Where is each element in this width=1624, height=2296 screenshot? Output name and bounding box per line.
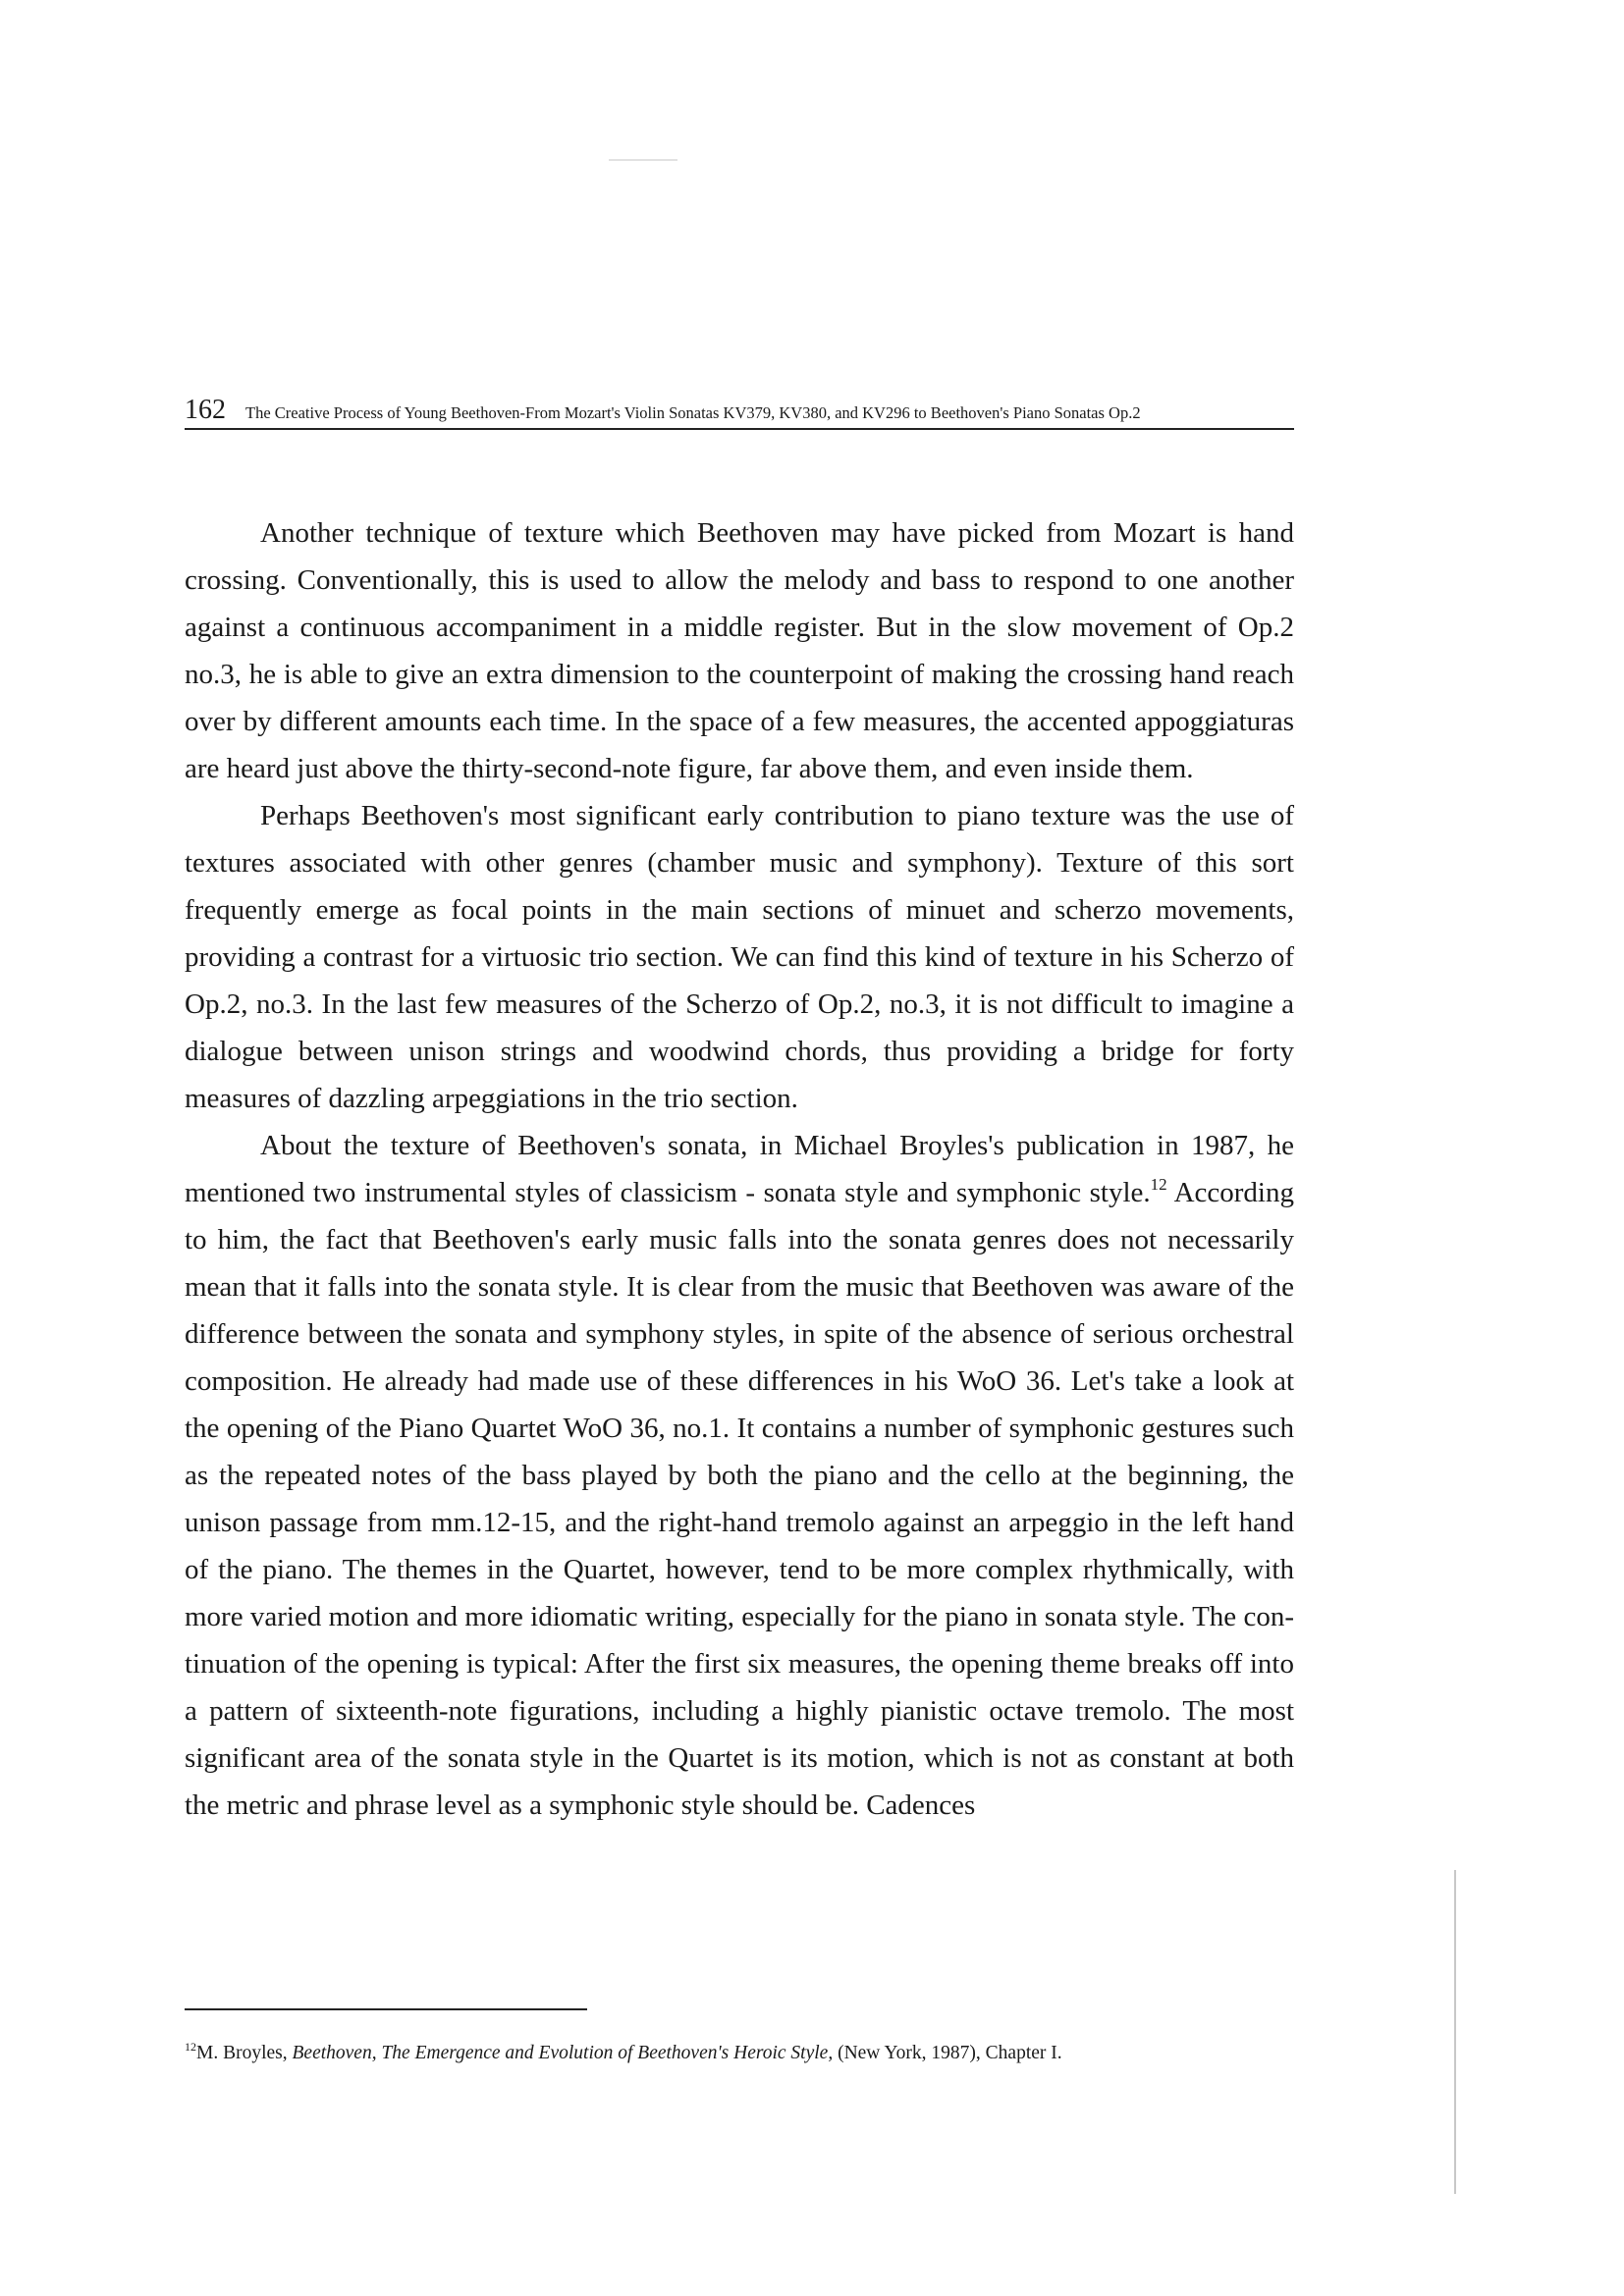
footnote-author: M. Broyles, [196,2043,293,2063]
footnote-divider [185,2008,587,2010]
footnote-reference[interactable]: 12 [1150,1175,1167,1194]
scan-speck [609,159,677,161]
scan-margin-line [1454,1870,1456,2194]
body-text [185,509,1294,1829]
running-header [185,387,1294,430]
running-title: The Creative Process of Young Beethoven-From Mozart's Violin Sonatas KV379, KV380, and KV296 to Beethoven's Piano Sonatas Op.2 [245,402,1141,422]
paragraph-broyles [185,1122,1294,1829]
footnote-marker: 12 [185,2040,196,2054]
footnote [185,2040,1294,2067]
paragraph-hand-crossing: Another technique of texture which Beethoven may have picked from Mozart is hand crossing. Conventionally, this is used to allow the melody and bass to respond to one another against a continuous accompaniment in a middle register. But in the slow movement of Op.2 no.3, he is able to give an extra dimension to the counterpoint of making the crossing hand reach over by different amounts each time. In the space of a few measures, the accented appoggiaturas are heard just above the thirty-second-note figure, far above them, and even inside them. [185,517,1294,784]
footnote-publication: (New York, 1987), Chapter I. [833,2043,1062,2063]
footnote-book-title: Beethoven, The Emergence and Evolution of Beethoven's Heroic Style, [292,2043,834,2063]
page-number: 162 [185,395,226,425]
paragraph-other-genres: Perhaps Beethoven's most significant early contribution to piano texture was the use of textures associated with other genres (chamber music and symphony). Texture of this sort frequently emerge as focal points in the main sections of minuet and scherzo movements, providing a contrast for a virtuosic trio section. We can find this kind of texture in his Scherzo of Op.2, no.3. In the last few measures of the Scherzo of Op.2, no.3, it is not difficult to imagine a dialogue between unison strings and woodwind chords, thus providing a bridge for forty measures of dazzling arpeggiations in the trio section. [185,800,1294,1114]
paragraph-broyles-start: About the texture of Beethoven's sonata, in Michael Broyles's publication in 1987, he mentioned two instrumental styles of classicism - sonata style and symphonic style. [185,1130,1294,1208]
paragraph-broyles-rest: According to him, the fact that Beethoven's early music falls into the sonata genres does not necessarily mean that it falls into the sonata style. It is clear from the music that Beethoven was aware of the difference between the sonata and symphony styles, in spite of the absence of serious orchestral composition. He already had made use of these differences in his WoO 36. Let's take a look at the opening of the Piano Quartet WoO 36, no.1. It contains a number of symphonic gestures such as the repeated notes of the bass played by both the piano and the cello at the beginning, the unison passage from mm.12-15, and the right-hand tremolo against an arpeggio in the left hand of the piano. The themes in the Quartet, however, tend to be more complex rhythmically, with more varied motion and more idiomatic writing, especially for the piano in sonata style. The continuation of the opening is typical: After the first six measures, the opening theme breaks off into a pattern of sixteenth-note figurations, including a highly pianistic octave tremolo. The most significant area of the sonata style in the Quartet is its motion, which is not as constant at both the metric and phrase level as a symphonic style should be. Cadences [185,1177,1294,1821]
